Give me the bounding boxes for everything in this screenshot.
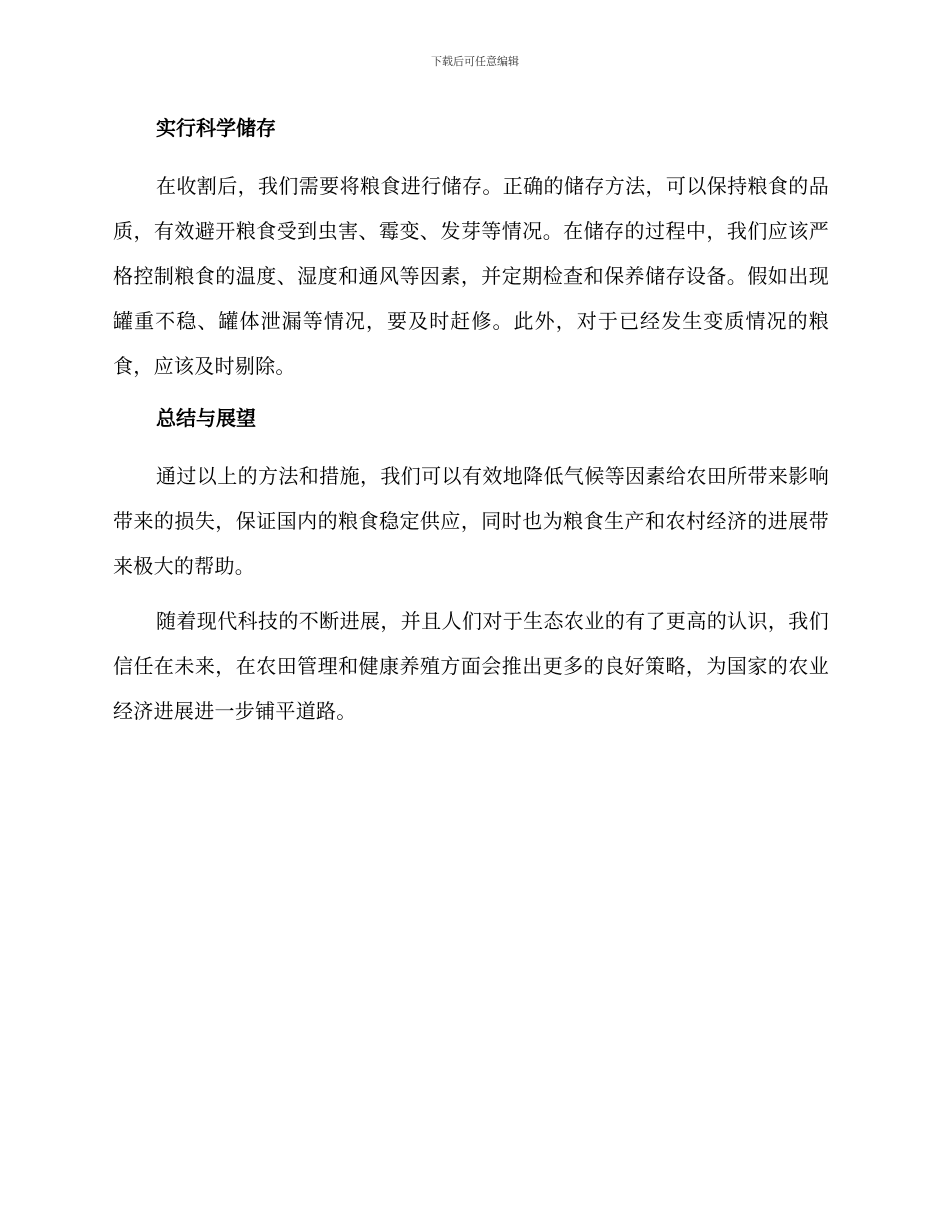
section-heading-summary: 总结与展望 — [156, 406, 256, 430]
paragraph-summary-1: 通过以上的方法和措施，我们可以有效地降低气候等因素给农田所带来影响带来的损失，保证国内的粮食稳定供应，同时也为粮食生产和农村经济的进展带来极大的帮助。 — [113, 464, 829, 578]
document-body — [113, 112, 829, 734]
paragraph-summary-2: 随着现代科技的不断进展，并且人们对于生态农业的有了更高的认识，我们信任在未来，在农田管理和健康养殖方面会推出更多的良好策略，为国家的农业经济进展进一步铺平道路。 — [113, 609, 829, 723]
paragraph-storage: 在收割后，我们需要将粮食进行储存。正确的储存方法，可以保持粮食的品质，有效避开粮食受到虫害、霉变、发芽等情况。在储存的过程中，我们应该严格控制粮食的温度、湿度和通风等因素，并定期检查和保养储存设备。假如出现罐重不稳、罐体泄漏等情况，要及时赶修。此外，对于已经发生变质情况的粮食，应该及时剔除。 — [113, 174, 829, 378]
header-note: 下载后可任意编辑 — [431, 55, 519, 68]
section-heading-storage: 实行科学储存 — [156, 116, 276, 140]
